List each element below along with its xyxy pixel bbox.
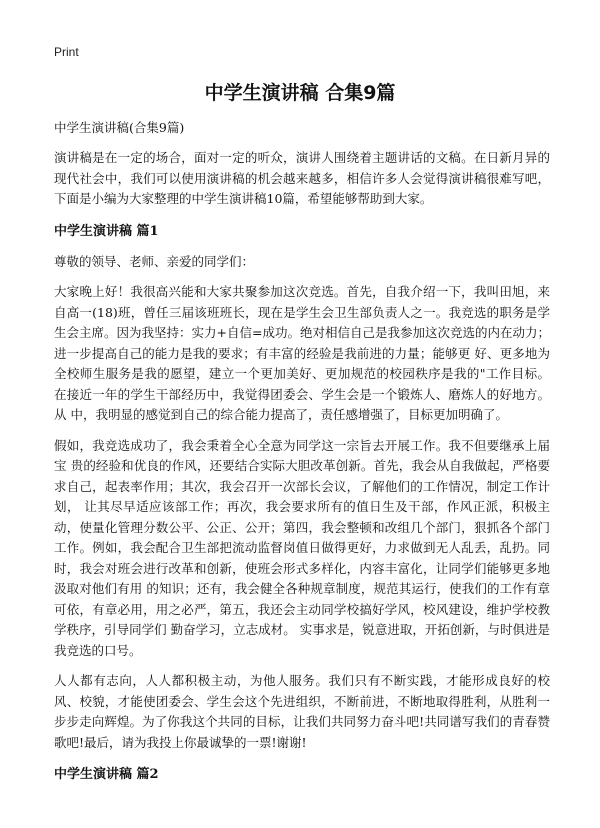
section-heading-1: 中学生演讲稿 篇1 (54, 223, 159, 239)
document-body (54, 118, 550, 795)
body-paragraph: 假如，我竞选成功了，我会秉着全心全意为同学这一宗旨去开展工作。我不但要继承上届宝 贵的经验和优良的作风，还要结合实际大胆改革创新。首先，我会从自我做起，严格要求自己，起表率作用；其次，我会召开一次部长会议，了解他们的工作情况，制定工作计划， 让其尽早适应该部工作；再次，我会要求所有的值日生及干部，作风正派，积极主动，使量化管理分数公平、公正、公开；第四，我会整顿和改组几个部门，狠抓各个部门工作。例如，我会配合卫生部把流动监督岗值日做得更好，力求做到无人乱丢，乱扔。同时，我会对班会进行改革和创新，使班会形式多样化，内容丰富化，让同学们能够更多地汲取对他们有用 的知识；还有，我会健全各种规章制度，规范其运行，使我们的工作有章可依，有章必用，用之必严，第五，我还会主动同学校搞好学风，校风建设，维护学校教学秩序，引导同学们 勤奋学习，立志成材。 实事求是，锐意进取，开拓创新，与时俱进是我竞选的口号。 (54, 437, 550, 658)
body-paragraph: 大家晚上好！我很高兴能和大家共聚参加这次竞选。首先，自我介绍一下，我叫田旭，来自高一(18)班，曾任三届该班班长，现在是学生会卫生部负责人之一。我竞选的职务是学生会主席。因为我坚持：实力+自信=成功。绝对相信自己是我参加这次竞选的内在动力；进一步提高自己的能力是我的要求；有丰富的经验是我前进的力量；能够更 好、更多地为全校师生服务是我的愿望，建立一个更加美好、更加规范的校园秩序是我的"工作目标。 在接近一年的学生干部经历中，我觉得团委会、学生会是一个锻炼人、磨炼人的好地方。从 中，我明显的感觉到自己的综合能力提高了，责任感增强了，目标更加明确了。 (54, 284, 550, 422)
page-title: 中学生演讲稿 合集9篇 (204, 82, 396, 104)
salutation-paragraph: 尊敬的领导、老师、亲爱的同学们： (54, 253, 255, 269)
print-link[interactable]: Print (54, 45, 79, 59)
intro-paragraph: 演讲稿是在一定的场合，面对一定的听众，演讲人围绕着主题讲话的文稿。在日新月异的现代社会中，我们可以使用演讲稿的机会越来越多，相信许多人会觉得演讲稿很难写吧，下面是小编为大家整理的中学生演讲稿10篇，希望能够帮助到大家。 (54, 150, 550, 206)
body-paragraph: 人人都有志向，人人都积极主动，为他人服务。我们只有不断实践，才能形成良好的校风、校貌，才能使团委会、学生会这个先进组织，不断前进，不断地取得胜利，从胜利一步步走向辉煌。为了你我这个共同的目标，让我们共同努力奋斗吧!共同谱写我们的青春赞歌吧!最后，请为我投上你最诚挚的一票!谢谢! (54, 673, 550, 750)
section-heading-2: 中学生演讲稿 篇2 (54, 767, 159, 782)
document-subtitle: 中学生演讲稿(合集9篇) (54, 120, 185, 135)
